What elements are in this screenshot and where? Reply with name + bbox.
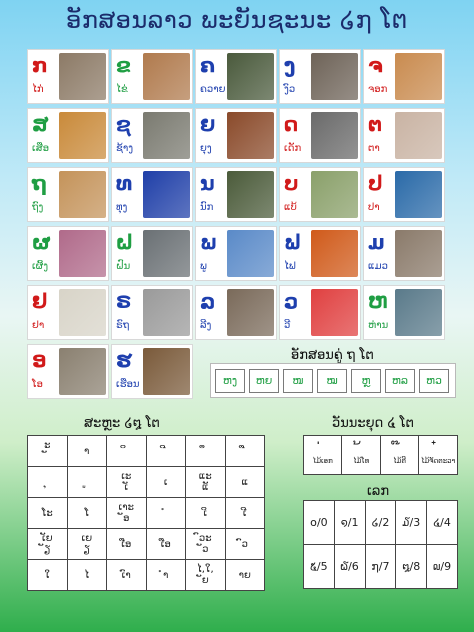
vowel-cell (67, 467, 107, 498)
mountain-photo (227, 230, 274, 277)
tones-label: ວັນນະຍຸດ ໔ ໂຕ (332, 416, 414, 431)
bowl-photo (59, 348, 106, 395)
vowel-cell: ເືອ (107, 529, 147, 560)
alphabet-grid (27, 49, 447, 405)
vowel-cell: ແະ ແັ (186, 467, 226, 498)
vowel-cell: ົວະ ັວ (186, 529, 226, 560)
tone-name: ໄມ້ເອກ (312, 457, 333, 465)
card-letter: ຍ (200, 112, 216, 136)
compound-box (210, 363, 456, 398)
compound-item: ໜ (283, 369, 313, 393)
card-letter: ຮ (116, 348, 132, 372)
glass-photo (395, 53, 442, 100)
card-word: ຣົຖ (116, 320, 130, 331)
number-cell: ໙/9 (427, 545, 458, 589)
number-cell: ໓/3 (396, 501, 427, 545)
card-letter: ຈ (368, 53, 383, 77)
tone-cell (342, 436, 380, 475)
pills-photo (59, 289, 106, 336)
card-word: ເດັກ (284, 143, 302, 154)
letter-card (363, 226, 445, 281)
vowel-cell: ເິ (186, 498, 226, 529)
card-letter: ຣ (116, 289, 132, 313)
letter-card (111, 285, 193, 340)
paper-bag-photo (59, 171, 106, 218)
card-letter: ລ (200, 289, 216, 313)
letter-card (279, 285, 361, 340)
vowel-cell: ເາະ ັອ (107, 498, 147, 529)
letter-card (195, 226, 277, 281)
laos-flag-photo (143, 171, 190, 218)
vowel-cell (186, 436, 226, 467)
car-photo (143, 289, 190, 336)
letter-card (363, 49, 445, 104)
letter-card (195, 167, 277, 222)
number-cell: ໖/6 (334, 545, 365, 589)
card-word: ເຮືອນ (116, 379, 140, 390)
letter-card (27, 49, 109, 104)
letter-card (27, 226, 109, 281)
number-cell: ໔/4 (427, 501, 458, 545)
eye-photo (395, 112, 442, 159)
card-word: ຍຸງ (200, 143, 212, 154)
letter-card (111, 344, 193, 399)
card-word: ນົກ (200, 202, 214, 213)
card-word: ຊ້າງ (116, 143, 134, 154)
compound-item: ຫລ (385, 369, 415, 393)
card-word: ຕາ (368, 143, 380, 154)
card-word: ແມວ (368, 261, 388, 272)
vowel-cell: ແ (225, 467, 265, 498)
bee-photo (59, 230, 106, 277)
card-word: ຈອກ (368, 84, 388, 95)
numbers-label: ເລກ (367, 484, 390, 499)
numbers-table (303, 500, 458, 589)
vowels-label: ສະຫຼະ ໒໘ ໂຕ (84, 416, 160, 431)
card-letter: ພ (200, 230, 218, 254)
letter-card (27, 108, 109, 163)
card-word: ທຸງ (116, 202, 128, 213)
letter-card (363, 285, 445, 340)
vowel-cell: ໄ (67, 560, 107, 591)
card-letter: ຜ (32, 230, 51, 254)
vowel-cell: າ (67, 436, 107, 467)
tone-mark (342, 443, 379, 455)
card-word: ພູ (200, 261, 207, 272)
card-letter: ບ (284, 171, 299, 195)
vowel-cell: ະ (28, 436, 68, 467)
fire-photo (311, 230, 358, 277)
card-word: ຫ່ານ (368, 320, 389, 331)
chicken-photo (59, 53, 106, 100)
cat-photo (395, 230, 442, 277)
card-letter: ຢ (32, 289, 48, 313)
bird-photo (227, 171, 274, 218)
card-letter: ມ (368, 230, 385, 254)
card-letter: ດ (284, 112, 299, 136)
letter-card (111, 49, 193, 104)
card-letter: ຊ (116, 112, 131, 136)
vowel-cell (107, 436, 147, 467)
card-letter: ທ (116, 171, 133, 195)
card-word: ໂອ (32, 379, 43, 390)
tiger-photo (59, 112, 106, 159)
card-word: ຖົງ (32, 202, 44, 213)
vowel-cell (146, 436, 186, 467)
letter-card (111, 167, 193, 222)
tone-name: ໄມ້ຕີ (393, 457, 406, 465)
vowel-cell: ເັຍ ັຽ (28, 529, 68, 560)
letter-card (279, 226, 361, 281)
card-word: ງົວ (284, 84, 296, 95)
letter-card (27, 285, 109, 340)
tone-mark (381, 443, 418, 455)
child-photo (311, 112, 358, 159)
card-word: ໄຂ່ (116, 84, 128, 95)
vowels-table (27, 435, 265, 591)
elephant-photo (143, 112, 190, 159)
compound-item: ຫງ (215, 369, 245, 393)
number-cell: ໒/2 (365, 501, 396, 545)
card-letter: ຂ (116, 53, 131, 77)
letter-card (279, 108, 361, 163)
number-cell: ໐/0 (304, 501, 335, 545)
card-letter: ກ (32, 53, 48, 77)
vowel-cell: ເົາ (107, 560, 147, 591)
goat-photo (311, 171, 358, 218)
number-cell: ໑/1 (334, 501, 365, 545)
tones-table (303, 435, 458, 475)
letter-card (195, 285, 277, 340)
card-letter: ວ (284, 289, 299, 313)
compound-item: ໝ (317, 369, 347, 393)
eggs-photo (143, 53, 190, 100)
fan-photo (311, 289, 358, 336)
number-cell: ໕/5 (304, 545, 335, 589)
vowel-cell: າຍ (225, 560, 265, 591)
tone-cell (419, 436, 458, 475)
card-word: ຝົນ (116, 261, 131, 272)
fish-photo (395, 171, 442, 218)
card-letter: ອ (32, 348, 47, 372)
tone-cell (304, 436, 342, 475)
card-word: ຢາ (32, 320, 45, 331)
vowel-cell (225, 436, 265, 467)
tone-mark (304, 443, 341, 455)
vowel-cell: ເຍ ຽ (67, 529, 107, 560)
card-letter: ຫ (368, 289, 389, 313)
letter-card (111, 108, 193, 163)
tone-name: ໄມ້ໂທ (353, 457, 370, 465)
page-title: ອັກສອນລາວ ພະຍັນຊະນະ ໒໗ ໂຕ (66, 6, 408, 34)
card-word: ແບ້ (284, 202, 297, 213)
vowel-cell: ເ (146, 467, 186, 498)
letter-card (195, 49, 277, 104)
card-letter: ຕ (368, 112, 383, 136)
vowel-cell: ຳ (146, 560, 186, 591)
card-word: ຄວາຍ (200, 84, 226, 95)
compound-label: ອັກສອນຄູ່ ຖ ໂຕ (291, 348, 374, 363)
number-cell: ໘/8 (396, 545, 427, 589)
vowel-cell: ເີ (225, 498, 265, 529)
vowel-cell: ົວ (225, 529, 265, 560)
card-letter: ຟ (284, 230, 302, 254)
vowel-cell: ເະ ເັ (107, 467, 147, 498)
tone-mark (419, 443, 457, 455)
card-word: ປາ (368, 202, 380, 213)
letter-card (27, 344, 109, 399)
ox-photo (311, 53, 358, 100)
card-word: ເຜິ້ງ (32, 261, 49, 272)
vowel-cell: ເືອ (146, 529, 186, 560)
letter-card (363, 108, 445, 163)
letter-card (363, 167, 445, 222)
rain-photo (143, 230, 190, 277)
monkey-photo (227, 289, 274, 336)
card-word: ໄກ່ (32, 84, 44, 95)
compound-item: ຫວ (419, 369, 449, 393)
letter-card (111, 226, 193, 281)
card-letter: ສ (32, 112, 49, 136)
card-letter: ນ (200, 171, 215, 195)
number-cell: ໗/7 (365, 545, 396, 589)
compound-item: ຫຼ (351, 369, 381, 393)
card-word: ໄຟ (284, 261, 296, 272)
letter-card (279, 167, 361, 222)
goose-photo (395, 289, 442, 336)
vowel-cell: ໂະ (28, 498, 68, 529)
card-letter: ປ (368, 171, 383, 195)
card-word: ລີງ (200, 320, 212, 331)
tone-name: ໄມ້ຈັດຕະວາ (420, 457, 456, 465)
card-word: ເສືອ (32, 143, 50, 154)
mosquito-photo (227, 112, 274, 159)
letter-card (279, 49, 361, 104)
card-letter: ຄ (200, 53, 215, 77)
compound-item: ຫຍ (249, 369, 279, 393)
house-photo (143, 348, 190, 395)
vowel-cell: ໃ (28, 560, 68, 591)
letter-card (195, 108, 277, 163)
card-letter: ງ (284, 53, 296, 77)
vowel-cell: ໂ (67, 498, 107, 529)
letter-card (27, 167, 109, 222)
vowel-cell (28, 467, 68, 498)
vowel-cell (146, 498, 186, 529)
card-word: ວີ (284, 320, 291, 331)
card-letter: ຖ (32, 171, 47, 195)
vowel-cell: ໄ,ໃ, ັຍ (186, 560, 226, 591)
buffalo-photo (227, 53, 274, 100)
card-letter: ຝ (116, 230, 133, 254)
tone-cell (380, 436, 418, 475)
